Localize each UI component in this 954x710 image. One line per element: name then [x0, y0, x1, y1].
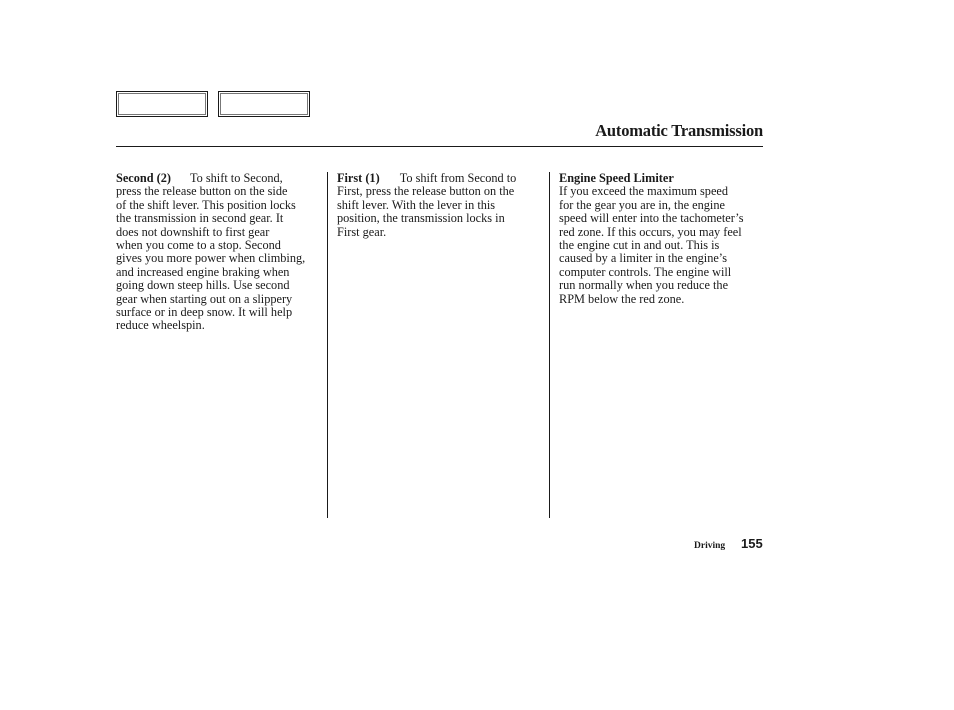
section-heading: First (1)	[337, 171, 380, 185]
column-line: computer controls. The engine will	[559, 264, 732, 279]
section-heading: Engine Speed Limiter	[559, 171, 674, 185]
column-engine-speed-limiter	[559, 172, 767, 306]
column-line: position, the transmission locks in	[337, 211, 505, 226]
previous-page-button[interactable]	[116, 91, 208, 117]
title-rule	[116, 146, 763, 147]
column-line: speed will enter into the tachometer’s	[559, 211, 744, 226]
column-line: and increased engine braking when	[116, 264, 290, 279]
column-line: First, press the release button on the	[337, 184, 515, 199]
footer-section-label: Driving	[694, 541, 726, 551]
column-line: does not downshift to first gear	[116, 224, 270, 239]
column-line: caused by a limiter in the engine’s	[559, 251, 728, 266]
column-line: the transmission in second gear. It	[116, 211, 284, 226]
next-page-button[interactable]	[218, 91, 310, 117]
column-line: RPM below the red zone.	[559, 291, 685, 306]
column-line: the engine cut in and out. This is	[559, 238, 720, 253]
column-first-line	[116, 172, 323, 185]
column-text: To shift from Second to	[399, 171, 517, 185]
column-text: To shift to Second,	[190, 171, 283, 185]
column-line: First gear.	[337, 224, 387, 239]
column-divider	[327, 172, 328, 518]
column-line: shift lever. With the lever in this	[337, 197, 496, 212]
column-line: red zone. If this occurs, you may feel	[559, 224, 742, 239]
column-line: surface or in deep snow. It will help	[116, 305, 293, 320]
column-divider	[549, 172, 550, 518]
column-line: gives you more power when climbing,	[116, 251, 306, 266]
column-first-gear	[337, 172, 544, 239]
column-line: If you exceed the maximum speed	[559, 184, 729, 199]
column-line: for the gear you are in, the engine	[559, 197, 725, 212]
column-line: gear when starting out on a slippery	[116, 291, 293, 306]
column-second-gear	[116, 172, 323, 333]
section-heading: Second (2)	[116, 171, 171, 185]
page-title: Automatic Transmission	[595, 121, 763, 140]
column-line: going down steep hills. Use second	[116, 278, 290, 293]
column-line: reduce wheelspin.	[116, 318, 205, 333]
column-line: press the release button on the side	[116, 184, 288, 199]
column-first-line	[337, 172, 544, 185]
column-line: of the shift lever. This position locks	[116, 197, 296, 212]
column-line: run normally when you reduce the	[559, 278, 729, 293]
column-line: when you come to a stop. Second	[116, 238, 281, 253]
page-number: 155	[741, 536, 763, 551]
